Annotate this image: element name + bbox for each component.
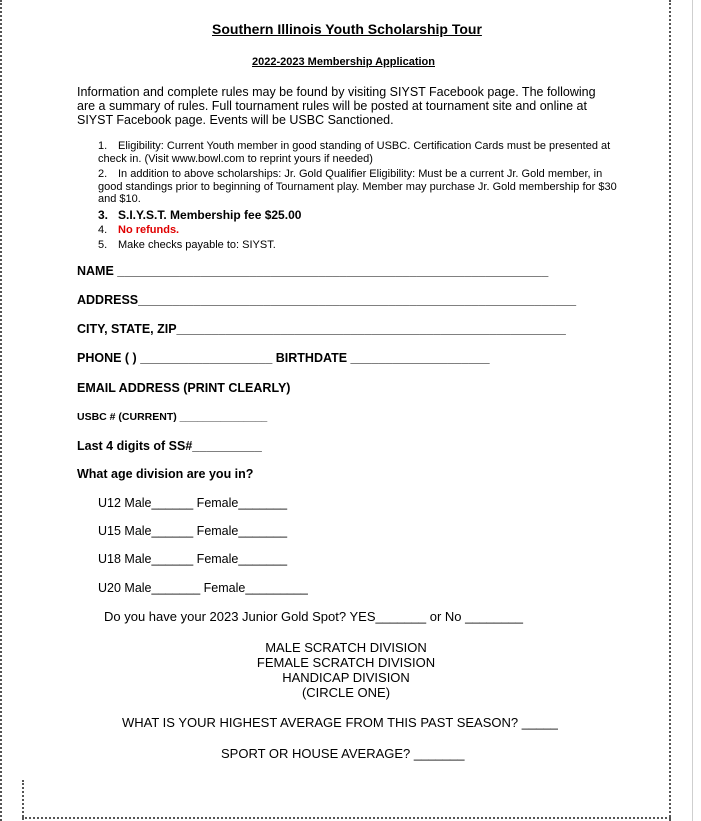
handicap-division[interactable]: HANDICAP DIVISION (282, 670, 410, 685)
city-state-zip-field[interactable]: CITY, STATE, ZIP________________________________________________________ (77, 322, 566, 336)
division-u12[interactable]: U12 Male______ Female_______ (98, 496, 288, 510)
division-u18[interactable]: U18 Male______ Female_______ (98, 552, 288, 566)
page-border-inner-left (22, 780, 24, 820)
ss-digits-field[interactable]: Last 4 digits of SS#__________ (77, 439, 262, 453)
rule-item-4: 4. No refunds. (98, 224, 180, 236)
name-field[interactable]: NAME ______________________________________________________________ (77, 264, 549, 278)
document-title: Southern Illinois Youth Scholarship Tour (212, 21, 482, 37)
circle-one-note: (CIRCLE ONE) (301, 685, 391, 700)
intro-paragraph: Information and complete rules may be found by visiting SIYST Facebook page. The following are a summary of rules. Full tournament rules will be posted at tournament site and online at SIYST Facebook page. Events will be USBC Sanctioned. (77, 85, 596, 127)
email-field-label: EMAIL ADDRESS (PRINT CLEARLY) (77, 381, 291, 395)
male-scratch-division[interactable]: MALE SCRATCH DIVISION (265, 640, 427, 655)
junior-gold-question[interactable]: Do you have your 2023 Junior Gold Spot? YES_______ or No ________ (104, 609, 523, 624)
usbc-number-field[interactable]: USBC # (CURRENT) _______________ (77, 411, 268, 423)
rule-item-5: 5. Make checks payable to: SIYST. (98, 239, 276, 251)
window-edge (692, 0, 693, 821)
highest-average-question[interactable]: WHAT IS YOUR HIGHEST AVERAGE FROM THIS PAST SEASON? _____ (122, 715, 558, 730)
address-field[interactable]: ADDRESS_______________________________________________________________ (77, 293, 577, 307)
scratch-division-options (0, 640, 692, 700)
rule-item-3: 3. S.I.Y.S.T. Membership fee $25.00 (98, 208, 302, 222)
phone-birthdate-field[interactable]: PHONE ( ) ___________________ BIRTHDATE ____________________ (77, 351, 490, 365)
age-division-question: What age division are you in? (77, 467, 254, 481)
rule-item-2: 2. In addition to above scholarships: Jr. Gold Qualifier Eligibility: Must be a current Jr. Gold member, in good standings prior to beginning of Tournament play. Member may purchase Jr. Gold membership for $30 and $10. (98, 168, 617, 205)
page-border-bottom (22, 817, 671, 819)
division-u20[interactable]: U20 Male_______ Female_________ (98, 581, 308, 595)
sport-house-average-question[interactable]: SPORT OR HOUSE AVERAGE? _______ (221, 746, 465, 761)
rule-item-1: 1. Eligibility: Current Youth member in good standing of USBC. Certification Cards must be presented at check in. (Visit www.bowl.com to reprint yours if needed) (98, 140, 611, 165)
document-subtitle: 2022-2023 Membership Application (252, 56, 435, 68)
division-u15[interactable]: U15 Male______ Female_______ (98, 524, 288, 538)
female-scratch-division[interactable]: FEMALE SCRATCH DIVISION (256, 655, 436, 670)
